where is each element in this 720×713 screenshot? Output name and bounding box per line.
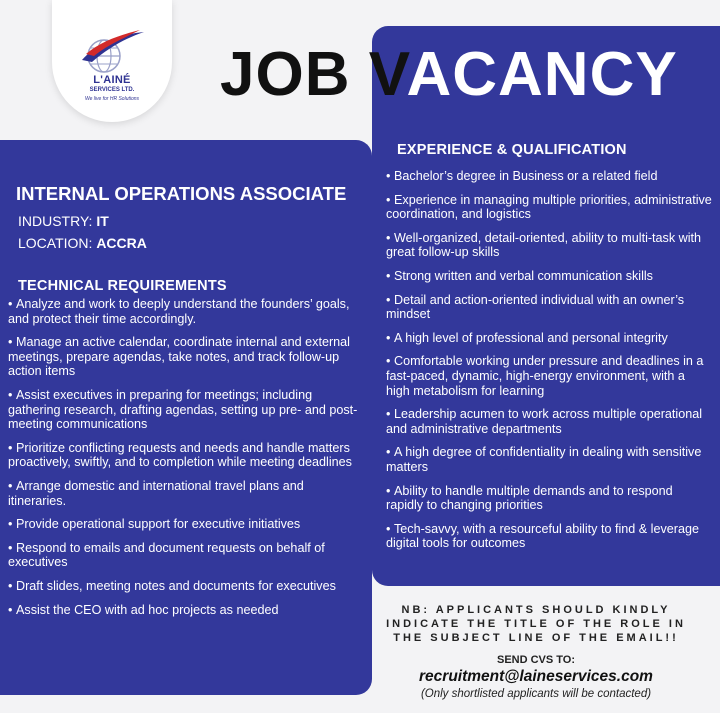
bullet-icon: • (386, 192, 391, 207)
bullet-icon: • (386, 292, 391, 307)
list-item-text: Analyze and work to deeply understand the founders’ goals, and protect their time accordingly. (8, 297, 350, 326)
list-item (386, 354, 712, 398)
list-item (386, 407, 712, 436)
list-item-text: Detail and action-oriented individual with an owner’s mindset (386, 292, 685, 322)
list-item-text: Comfortable working under pressure and deadlines in a fast-paced, dynamic, high-energy environment, with a high metabolism for learning (386, 354, 704, 398)
bullet-icon: • (386, 521, 391, 536)
bullet-icon: • (8, 578, 13, 593)
list-item-text: Prioritize conflicting requests and needs and handle matters proactively, swiftly, and to completion while meeting deadlines (8, 440, 352, 470)
title-part-light: ACANCY (406, 40, 678, 109)
nb-notice (362, 604, 710, 645)
shortlist-note: (Only shortlisted applicants will be contacted) (420, 688, 652, 700)
technical-heading: TECHNICAL REQUIREMENTS (18, 278, 227, 294)
list-item-text: Tech-savvy, with a resourceful ability to find & leverage digital tools for outcomes (386, 521, 699, 551)
nb-line-1: NB: APPLICANTS SHOULD KINDLY (401, 604, 671, 616)
bullet-icon: • (386, 407, 391, 422)
industry-label: INDUSTRY: (18, 213, 93, 229)
bullet-icon: • (8, 335, 13, 350)
list-item-text: Experience in managing multiple priorities, administrative coordination, and logistics (386, 192, 712, 222)
list-item-text: Provide operational support for executive initiatives (16, 517, 301, 532)
list-item-text: Well-organized, detail-oriented, ability to multi-task with great follow-up skills (386, 230, 702, 260)
bullet-icon: • (8, 602, 13, 617)
list-item (8, 441, 358, 470)
job-title: INTERNAL OPERATIONS ASSOCIATE (16, 183, 347, 204)
list-item (8, 335, 358, 379)
list-item-text: Manage an active calendar, coordinate internal and external meetings, prepare agendas, take notes, and track follow-up action items (8, 335, 350, 379)
bullet-icon: • (8, 387, 13, 402)
bullet-icon: • (386, 483, 391, 498)
bullet-icon: • (8, 540, 13, 555)
logo-subtitle: SERVICES LTD. (89, 87, 135, 93)
list-item (386, 193, 712, 222)
list-item-text: Ability to handle multiple demands and to respond rapidly to changing priorities (386, 483, 673, 513)
list-item (8, 541, 358, 570)
list-item-text: A high level of professional and personal integrity (394, 330, 668, 345)
list-item-text: Arrange domestic and international travel plans and itineraries. (8, 478, 304, 508)
list-item (386, 293, 712, 322)
experience-heading: EXPERIENCE & QUALIFICATION (397, 142, 627, 158)
industry-line (18, 213, 109, 230)
page-title (220, 40, 678, 109)
logo-name: L'AINÉ (93, 74, 131, 86)
list-item (386, 169, 712, 184)
list-item (8, 517, 358, 532)
globe-swoosh-icon (78, 28, 146, 74)
industry-value: IT (96, 213, 109, 229)
list-item (386, 445, 712, 474)
bullet-icon: • (386, 169, 391, 183)
list-item-text: Respond to emails and document requests on behalf of executives (8, 540, 325, 570)
location-line (18, 235, 147, 252)
list-item-text: Draft slides, meeting notes and documents for executives (16, 578, 336, 593)
recruitment-email[interactable]: recruitment@laineservices.com (419, 668, 653, 685)
list-item-text: Assist the CEO with ad hoc projects as needed (16, 602, 279, 617)
company-logo (52, 0, 172, 122)
title-part-dark: JOB V (220, 40, 407, 109)
list-item (386, 231, 712, 260)
location-label: LOCATION: (18, 235, 93, 251)
nb-line-3: THE SUBJECT LINE OF THE EMAIL!! (393, 631, 679, 644)
bullet-icon: • (386, 330, 391, 345)
bullet-icon: • (8, 478, 13, 493)
list-item (8, 297, 358, 326)
list-item (386, 522, 712, 551)
list-item-text: Assist executives in preparing for meetings; including gathering research, drafting agendas, setting up pre- and post-meeting communications (8, 387, 358, 432)
list-item-text: Bachelor’s degree in Business or a related field (394, 169, 658, 183)
list-item (8, 388, 358, 432)
list-item (386, 269, 712, 284)
list-item (386, 484, 712, 513)
bullet-icon: • (8, 440, 13, 455)
bullet-icon: • (386, 354, 391, 369)
list-item-text: Strong written and verbal communication skills (394, 268, 653, 283)
location-value: ACCRA (96, 235, 147, 251)
experience-list (386, 169, 712, 560)
list-item (8, 479, 358, 508)
list-item (8, 603, 358, 618)
bullet-icon: • (386, 230, 391, 245)
logo-tagline: We live for HR Solutions (84, 96, 140, 102)
list-item-text: A high degree of confidentiality in dealing with sensitive matters (386, 445, 702, 474)
bullet-icon: • (386, 268, 391, 283)
list-item (8, 579, 358, 594)
bullet-icon: • (8, 297, 13, 311)
bullet-icon: • (386, 445, 391, 460)
nb-line-2: INDICATE THE TITLE OF THE ROLE IN (386, 617, 686, 630)
list-item (386, 331, 712, 346)
send-cv-label: SEND CVS TO: (496, 654, 576, 666)
list-item-text: Leadership acumen to work across multiple operational and administrative departments (386, 407, 703, 436)
bullet-icon: • (8, 517, 13, 532)
technical-list (8, 297, 358, 626)
